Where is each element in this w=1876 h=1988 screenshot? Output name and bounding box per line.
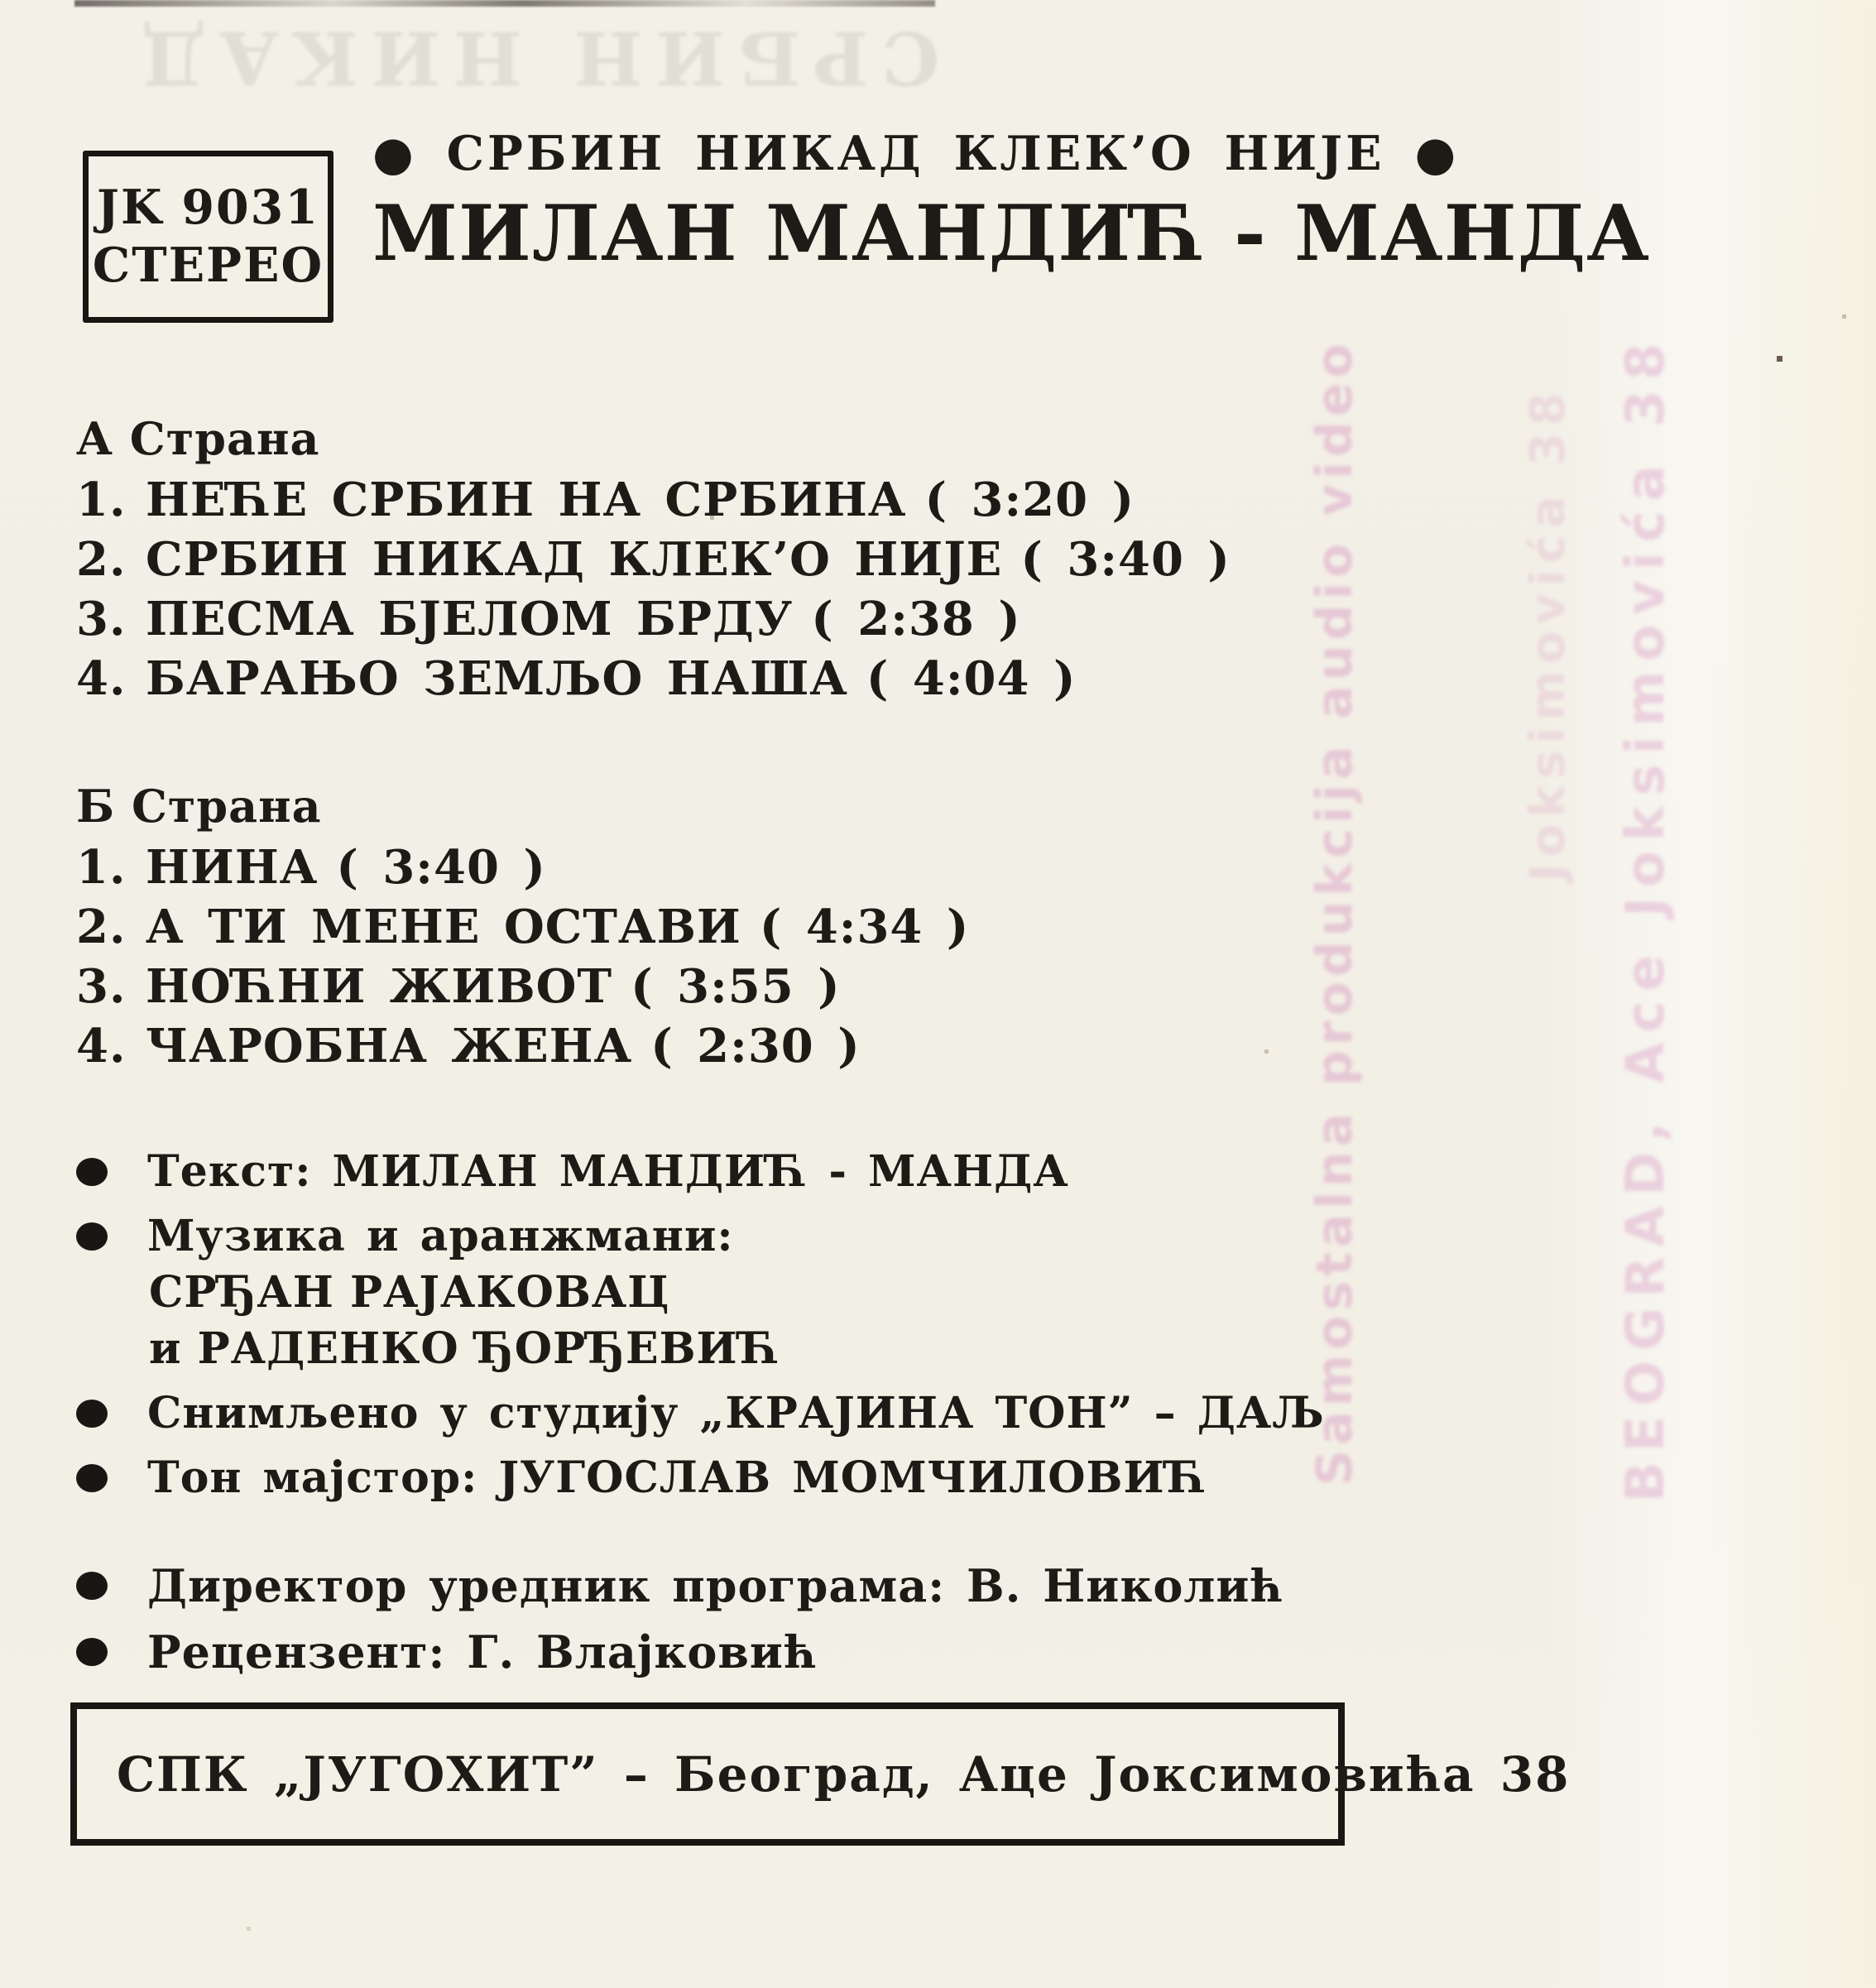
- track-number: 1.: [76, 473, 127, 527]
- track-duration: ( 2:38 ): [811, 592, 1021, 646]
- track-title: НИНА: [146, 840, 319, 895]
- track-number: 4.: [76, 651, 127, 706]
- track-row: [76, 1016, 969, 1076]
- track-number: 2.: [76, 900, 127, 954]
- track-title: БАРАЊО ЗЕМЉО НАША: [146, 651, 848, 706]
- bullet-icon: [76, 1400, 108, 1428]
- track-row: [76, 649, 1231, 708]
- side-a-heading: А Страна: [76, 412, 320, 465]
- bullet-icon: [76, 1464, 108, 1492]
- paper-specks: [0, 0, 1, 1]
- credit-continuation: СРЂАН РАЈАКОВАЦ: [149, 1267, 670, 1318]
- side-a-tracklist: [76, 414, 1231, 708]
- bullet-icon: [76, 1638, 108, 1666]
- publisher-line: СПК „ЈУГОХИТ” – Београд, Аце Јоксимовића 38: [117, 1746, 1571, 1803]
- track-title: ЧАРОБНА ЖЕНА: [146, 1019, 633, 1073]
- artist-name: МИЛАН МАНДИЋ - МАНДА: [372, 188, 1651, 278]
- catalog-format: СТЕРЕО: [92, 238, 324, 293]
- bullet-icon: [76, 1572, 108, 1600]
- track-duration: ( 4:04 ): [866, 651, 1077, 706]
- track-number: 4.: [76, 1019, 127, 1073]
- publisher-box: [70, 1702, 1571, 1846]
- track-number: 2.: [76, 532, 127, 587]
- track-duration: ( 3:40 ): [1020, 532, 1231, 587]
- ghost-bleed-top-text: СРБИН НИКАД: [127, 15, 940, 101]
- track-row: [76, 470, 1231, 530]
- track-duration: ( 4:34 ): [759, 900, 970, 954]
- credit-line: [76, 1208, 1325, 1265]
- catalog-code: JK 9031: [97, 180, 319, 235]
- track-row: [76, 838, 969, 897]
- credits: [76, 1144, 1325, 1515]
- credit-entry: [76, 1385, 1325, 1442]
- header: [372, 126, 1651, 278]
- credit-continuation: и РАДЕНКО ЂОРЂЕВИЋ: [149, 1323, 780, 1374]
- track-duration: ( 2:30 ): [650, 1019, 861, 1073]
- album-title: ● СРБИН НИКАД КЛЕК’О НИЈЕ ●: [372, 126, 1460, 181]
- credit-entry: [76, 1208, 1325, 1377]
- ghost-bleed-column-production: Samostalna produkcija audio video: [1306, 339, 1364, 1486]
- credit-line: [76, 1385, 1325, 1442]
- scan-edge-artifact: [74, 0, 935, 7]
- track-title: ПЕСМА БЈЕЛОМ БРДУ: [146, 592, 794, 646]
- credit-text: Тон мајстор: ЈУГОСЛАВ МОМЧИЛОВИЋ: [147, 1453, 1207, 1503]
- staff-text: Директор уредник програма: В. Николић: [147, 1559, 1283, 1612]
- track-row: [76, 897, 969, 957]
- track-number: 3.: [76, 592, 127, 646]
- credit-line: [76, 1553, 1283, 1619]
- ghost-bleed-column-address-fragment: Joksimovića 38: [1519, 386, 1576, 881]
- catalog-box: [83, 151, 333, 323]
- track-title: СРБИН НИКАД КЛЕК’О НИЈЕ: [146, 532, 1003, 587]
- bullet-icon: [76, 1158, 108, 1186]
- bullet-icon: [76, 1222, 108, 1251]
- credit-line: [76, 1450, 1325, 1506]
- side-b-tracklist: [76, 781, 969, 1076]
- staff-credits: [76, 1553, 1283, 1685]
- track-title: НЕЋЕ СРБИН НА СРБИНА: [146, 473, 907, 527]
- credit-text: Музика и аранжмани:: [147, 1211, 734, 1261]
- track-row: [76, 957, 969, 1016]
- track-title: НОЋНИ ЖИВОТ: [146, 959, 613, 1014]
- track-number: 1.: [76, 840, 127, 895]
- track-row: [76, 589, 1231, 649]
- track-title: А ТИ МЕНЕ ОСТАВИ: [146, 900, 741, 954]
- credit-line: [76, 1619, 1283, 1685]
- side-b-heading: Б Страна: [76, 780, 322, 833]
- track-row: [76, 530, 1231, 589]
- credit-entry: [76, 1144, 1325, 1200]
- credit-entry: [76, 1450, 1325, 1506]
- track-number: 3.: [76, 959, 127, 1014]
- credit-text: Снимљено у студију „КРАЈИНА ТОН” – ДАЉ: [147, 1388, 1325, 1438]
- track-duration: ( 3:55 ): [631, 959, 841, 1014]
- credit-text: Текст: МИЛАН МАНДИЋ - МАНДА: [147, 1146, 1069, 1197]
- credit-line: [76, 1144, 1325, 1200]
- track-duration: ( 3:40 ): [336, 840, 546, 895]
- track-duration: ( 3:20 ): [924, 473, 1135, 527]
- staff-text: Рецензент: Г. Влајковић: [147, 1625, 818, 1678]
- ghost-bleed-column-address: BEOGRAD, Ace Joksimovića 38: [1615, 333, 1677, 1502]
